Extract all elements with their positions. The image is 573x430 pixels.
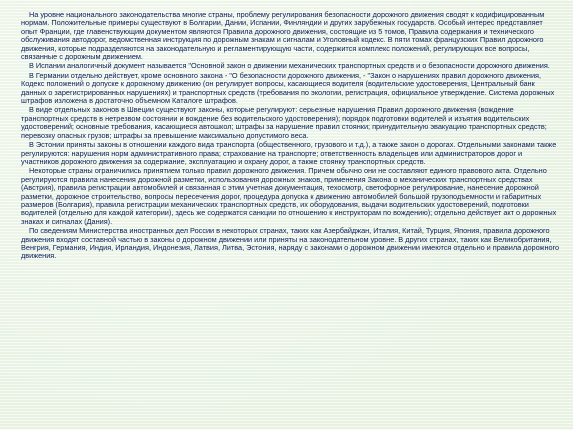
paragraph-foreign-ministry: По сведениям Министерства иностранных дел России в некоторых странах, таких как Азербайджан, Италия, Китай, Турция, Япония, правила дорожного движения входят составной частью в законы о дорожном движении или приняты на законодательном уровне. В других странах, таких как Великобритания, Венгрия, Германия, Индия, Ирландия, Индонезия, Латвия, Литва, Эстония, наряду с законами о дорожном движении имеются отдельно и правила дорожного движения. xyxy=(21,226,560,261)
paragraph-spain: В Испании аналогичный документ называется "Основной закон о движении механических транспортных средств и о безопасности дорожного движения. xyxy=(29,61,550,71)
paragraph-france: На уровне национального законодательства многие страны, проблему регулирования безопасности дорожного движения сводят к кодифицированным нормам. Положительные примеры существуют в Болгарии, Дании, Испании, Финляндии и других зарубежных государств. Особый интерес представляет опыт Франции, где главенствующим документом являются Правила дорожного движения, состоящие из 5 томов, Правила содержания и технического обслуживания автодорог, ведомственная инструкция по дорожным знакам и сигналам и Уголовный кодекс. В пяти томах французских Правил дорожного движения, которые подразделяются на законодательную и регламентирующую части, содержится комплекс положений, регулирующих все вопросы, связанные с дорожным движением. xyxy=(21,11,545,62)
document-body xyxy=(21,11,561,425)
paragraph-estonia: В Эстонии приняты законы в отношении каждого вида транспорта (общественного, грузового и т.д.), а также закон о дорогах. Отдельными законами также регулируются: нарушения норм административного права; страхование на транспорте; ответственность владельцев или администраторов дорог и участников дорожного движения за содержание, эксплуатацию и охрану дорог, а также стоянку транспортных средств. xyxy=(21,140,557,166)
paragraph-germany: В Германии отдельно действует, кроме основного закона - "О безопасности дорожного движения, - "Закон о нарушениях правил дорожного движения, Кодекс положений о допуске к дорожному движению (он регулирует вопросы, касающиеся водителя (водительские удостоверения, Центральный банк данных о зарегистрированных нарушениях) и транспортных средств (требования по экологии, регистрация, официальное утверждение. Система дорожных штрафов изложена в достаточно объемном Каталоге штрафов. xyxy=(21,70,555,106)
paragraph-sweden: В виде отдельных законов в Швеции существуют законы, которые регулируют: серьезные нарушения Правил дорожного движения (вождение транспортных средств в нетрезвом состоянии и вождение без водительского удостоверения); порядок подготовки водителей и изъятия водительских удостоверений; основные требования, касающиеся автошкол; штрафы за нарушение правил стоянки; принудительную эвакуацию транспортных средств; перевозку опасных грузов; штрафы за превышение максимально допустимого веса. xyxy=(21,105,547,140)
paragraph-other-countries: Некоторые страны ограничились принятием только правил дорожного движения. Причем обычно они не составляют единого правового акта. Отдельно регулируются правила нанесения дорожной разметки, использования дорожных знаков, применения Закона о механических транспортных средствах (Австрия), правила регистрации автомобилей и связанная с этим учетная документация, техосмотр, светофорное регулирование, нанесение дорожной разметки, дорожное строительство, вопросы пересечения дорог, процедура допуска к движению автомобилей большой грузоподъемности и габаритных размеров (Болгария), правила регистрации механических транспортных средств, их оборудования, выдачи водительских удостоверений, подготовки водителей (отдельно для каждой категории), здесь же содержатся санкции по отношению к инструкторам по вождению); отдельно действует акт о дорожных знаках и сигналах (Дания). xyxy=(21,166,557,226)
